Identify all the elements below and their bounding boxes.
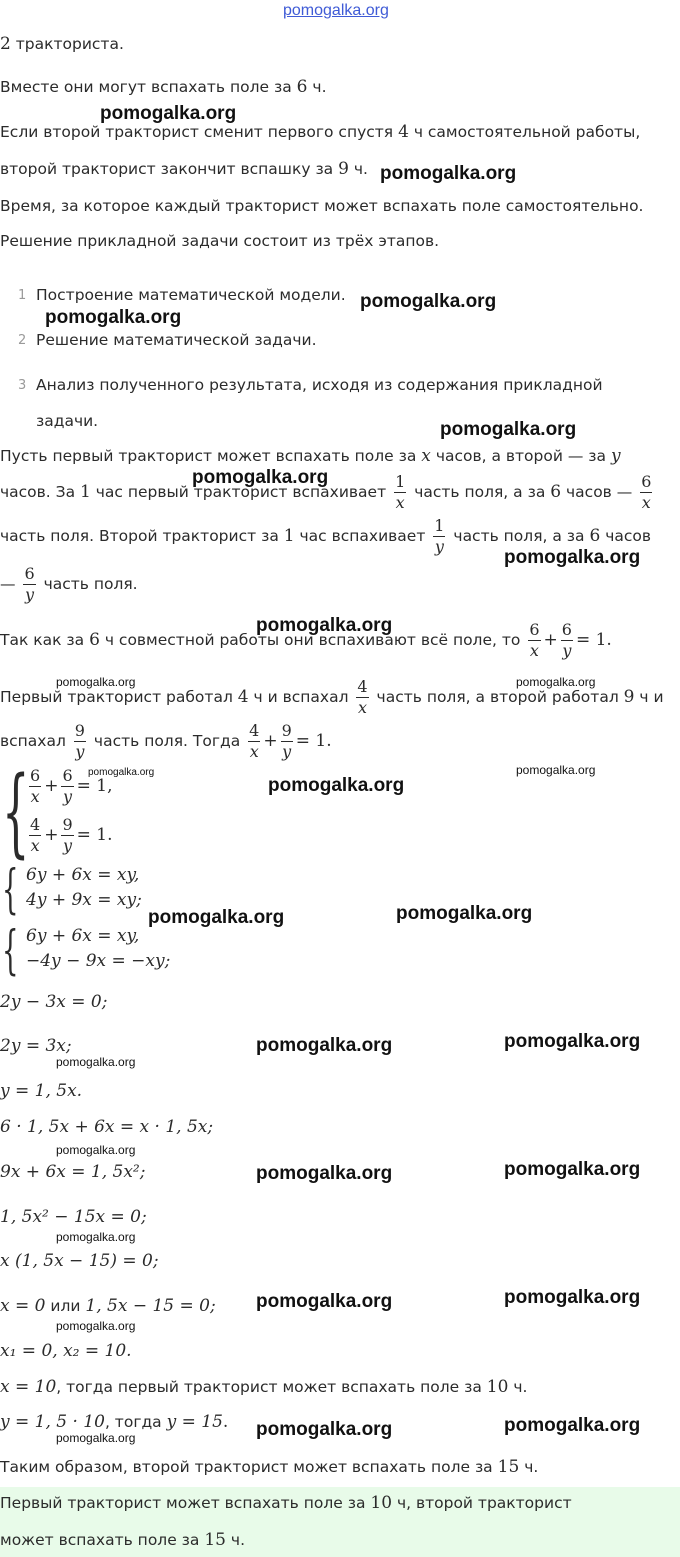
watermark: pomogalka.org (192, 467, 329, 488)
watermark: pomogalka.org (56, 1319, 136, 1333)
watermark: pomogalka.org (256, 615, 393, 636)
system2-eq1: 6y + 6x = xy, (26, 865, 140, 885)
system1-eq2: $\frac{4}{x}$ + $\frac{9}{y}$ = 1. (30, 815, 113, 855)
system3-eq1: 6y + 6x = xy, (26, 926, 140, 946)
given-text: тракториста. (10, 35, 124, 53)
fraction-6-over-y: $\frac{6}{y}$ (24, 564, 35, 604)
watermark: pomogalka.org (256, 1291, 393, 1312)
watermark: pomogalka.org (504, 1287, 641, 1308)
eq-5: 9x + 6x = 1, 5x²; (0, 1162, 146, 1182)
watermark: pomogalka.org (516, 675, 596, 689)
watermark: pomogalka.org (504, 547, 641, 568)
watermark: pomogalka.org (56, 1431, 136, 1445)
given-swap-l2: второй тракторист закончит вспашку за 9 ч. (0, 159, 368, 179)
para1-line2: часов. За 1 час первый тракторист вспахивает $\frac{1}{x}$ часть поля, а за 6 часов — $\frac{6}{x}$ (0, 472, 652, 512)
step-number-3: 3 (18, 378, 27, 393)
para1-line4: — $\frac{6}{y}$ часть поля. (0, 564, 138, 604)
watermark: pomogalka.org (360, 291, 497, 312)
watermark: pomogalka.org (56, 1143, 136, 1157)
watermark: pomogalka.org (504, 1415, 641, 1436)
eq-6: 1, 5x² − 15x = 0; (0, 1207, 147, 1227)
system3-brace: { (2, 921, 19, 981)
system1-eq1: $\frac{6}{x}$ + $\frac{6}{y}$ = 1, (30, 766, 113, 806)
eq-10: x = 10, тогда первый тракторист может вспахать поле за 10 ч. (0, 1377, 528, 1397)
watermark: pomogalka.org (380, 163, 517, 184)
eq-8: x = 0 или 1, 5x − 15 = 0; (0, 1296, 216, 1316)
given-tractors (0, 32, 124, 56)
watermark: pomogalka.org (88, 767, 155, 778)
watermark: pomogalka.org (504, 1159, 641, 1180)
step-3: Анализ полученного результата, исходя из содержания прикладной (36, 376, 603, 394)
answer-box (0, 1487, 680, 1557)
step-3-cont: задачи. (36, 412, 99, 430)
step-number-1: 1 (18, 288, 27, 303)
eq-1: 2y − 3x = 0; (0, 992, 108, 1012)
para3-line2: вспахал $\frac{9}{y}$ часть поля. Тогда $\frac{4}{x}$ + $\frac{9}{y}$ = 1. (0, 721, 332, 761)
watermark: pomogalka.org (56, 1055, 136, 1069)
fraction-1-over-x: $\frac{1}{x}$ (395, 472, 406, 512)
watermark: pomogalka.org (440, 419, 577, 440)
para2: Так как за 6 ч совместной работы они вспахивают всё поле, то $\frac{6}{x}$ + $\frac{6}{y}$ = 1. (0, 620, 612, 660)
watermark: pomogalka.org (148, 907, 285, 928)
system1-brace: { (2, 756, 30, 868)
given-count: 2 (0, 34, 11, 54)
step-1: Построение математической модели. (36, 286, 346, 304)
para3-line1: Первый тракторист работал 4 ч и вспахал $\frac{4}{x}$ часть поля, а второй работал 9 ч и (0, 677, 664, 717)
watermark: pomogalka.org (268, 775, 405, 796)
answer-line1: Первый тракторист может вспахать поле за 10 ч, второй тракторист (0, 1493, 572, 1513)
question-text: Время, за которое каждый тракторист может вспахать поле самостоятельно. (0, 197, 644, 215)
given-together: Вместе они могут вспахать поле за 6 ч. (0, 77, 327, 97)
answer-line2: может вспахать поле за 15 ч. (0, 1530, 245, 1550)
watermark: pomogalka.org (56, 675, 136, 689)
fraction-6-over-x: $\frac{6}{x}$ (641, 472, 652, 512)
watermark: pomogalka.org (256, 1419, 393, 1440)
eq-2: 2y = 3x; (0, 1036, 72, 1056)
header-site-link[interactable]: pomogalka.org (283, 2, 389, 19)
system2-brace: { (2, 860, 19, 920)
watermark: pomogalka.org (504, 1031, 641, 1052)
eq-4: 6 · 1, 5x + 6x = x · 1, 5x; (0, 1117, 214, 1137)
para1-line3: часть поля. Второй тракторист за 1 час вспахивает $\frac{1}{y}$ часть поля, а за 6 часов (0, 516, 652, 556)
eq-11: y = 1, 5 · 10, тогда y = 15. (0, 1412, 229, 1432)
given-swap-l1: Если второй тракторист сменит первого спустя 4 ч самостоятельной работы, (0, 122, 641, 142)
system2-eq2: 4y + 9x = xy; (26, 890, 142, 910)
watermark: pomogalka.org (45, 307, 182, 328)
watermark: pomogalka.org (56, 1230, 136, 1244)
eq-3: y = 1, 5x. (0, 1081, 83, 1101)
step-number-2: 2 (18, 333, 27, 348)
conclusion: Таким образом, второй тракторист может вспахать поле за 15 ч. (0, 1457, 539, 1477)
watermark: pomogalka.org (256, 1163, 393, 1184)
watermark: pomogalka.org (396, 903, 533, 924)
watermark: pomogalka.org (256, 1035, 393, 1056)
system3-eq2: −4y − 9x = −xy; (26, 951, 171, 971)
step-2: Решение математической задачи. (36, 331, 317, 349)
watermark: pomogalka.org (516, 763, 596, 777)
eq-7: x (1, 5x − 15) = 0; (0, 1251, 159, 1271)
fraction-1-over-y: $\frac{1}{y}$ (434, 516, 445, 556)
eq-9: x₁ = 0, x₂ = 10. (0, 1341, 132, 1361)
para1-line1: Пусть первый тракторист может вспахать поле за x часов, а второй — за y (0, 446, 621, 466)
solution-intro: Решение прикладной задачи состоит из трёх этапов. (0, 232, 440, 250)
watermark: pomogalka.org (100, 103, 237, 124)
